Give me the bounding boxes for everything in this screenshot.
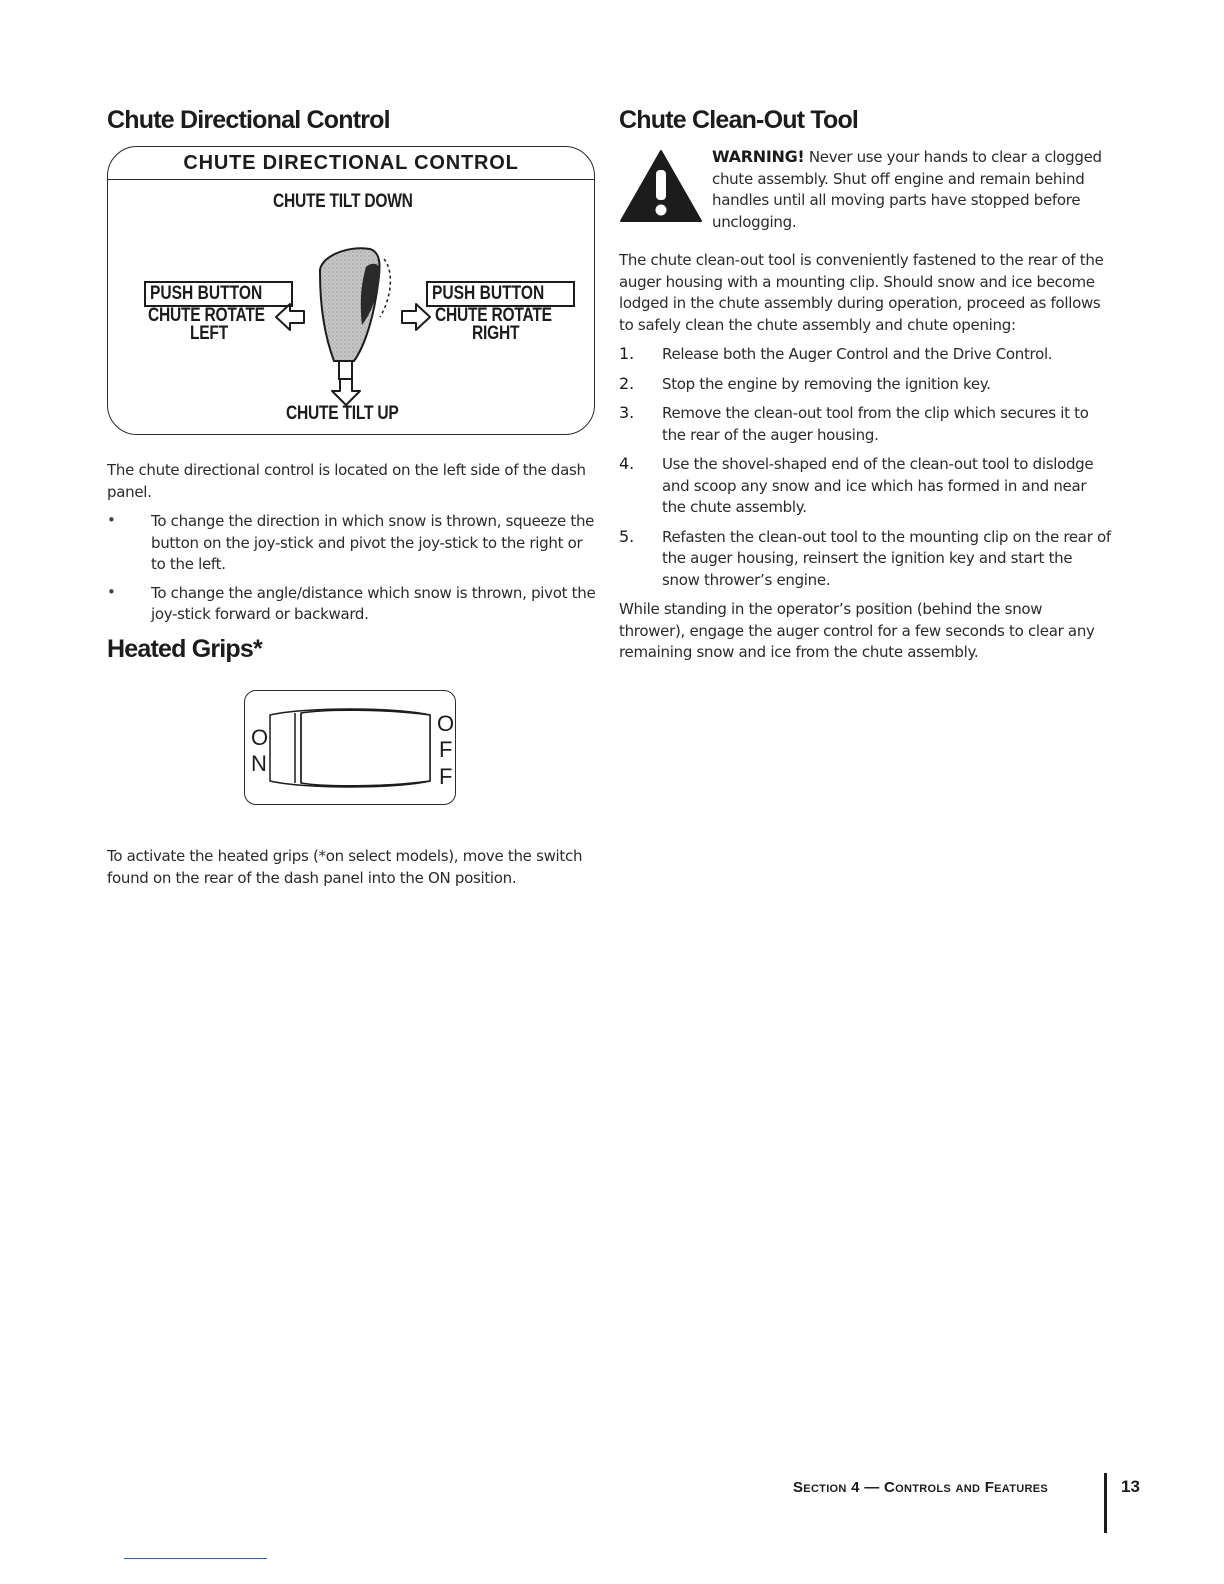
joystick-shaft bbox=[339, 361, 352, 379]
switch-on-letter-n: N bbox=[251, 751, 267, 776]
switch-off-letter-f1: F bbox=[439, 737, 453, 762]
list-item bbox=[619, 344, 1111, 366]
diagram-title: CHUTE DIRECTIONAL CONTROL bbox=[183, 151, 519, 174]
page-footer bbox=[793, 1479, 1048, 1496]
heated-grips-switch bbox=[244, 690, 456, 805]
warning-block bbox=[619, 146, 1111, 234]
push-button-left-badge bbox=[144, 281, 293, 307]
bullet-text: To change the direction in which snow is thrown, squeeze the button on the joy-stick and pivot the joy-stick to the right or to the left. bbox=[151, 512, 595, 573]
footer-divider bbox=[1104, 1473, 1107, 1533]
step-text: Use the shovel-shaped end of the clean-out tool to dislodge and scoop any snow and ice which has formed in and near the chute assembly. bbox=[662, 455, 1094, 516]
page-number: 13 bbox=[1121, 1477, 1140, 1496]
heated-grips-heading: Heated Grips* bbox=[107, 634, 262, 663]
push-button-right-label: PUSH BUTTON bbox=[432, 283, 545, 304]
step-text: Release both the Auger Control and the Drive Control. bbox=[662, 345, 1053, 363]
cleanout-intro: The chute clean-out tool is conveniently fastened to the rear of the auger housing with a mounting clip. Should snow and ice become lodged in the chute assembly during operation, proceed as follows to safely clean the chute assembly and chute opening: bbox=[619, 251, 1104, 334]
warning-triangle-icon bbox=[619, 148, 703, 224]
warning-text bbox=[712, 146, 1112, 233]
cleanout-closing: While standing in the operator’s position (behind the snow thrower), engage the auger control for a few seconds to clear any remaining snow and ice from the chute assembly. bbox=[619, 600, 1095, 661]
push-button-left-label: PUSH BUTTON bbox=[150, 283, 263, 304]
push-button-right-badge bbox=[426, 281, 575, 307]
right-column bbox=[619, 104, 1111, 664]
joystick-icon bbox=[320, 248, 390, 361]
rotate-left-label-line1: CHUTE ROTATE bbox=[148, 305, 265, 326]
warning-label: WARNING! bbox=[712, 147, 805, 166]
rocker-switch-graphic bbox=[245, 691, 457, 806]
tilt-up-label: CHUTE TILT UP bbox=[286, 403, 399, 424]
step-text: Stop the engine by removing the ignition key. bbox=[662, 374, 991, 393]
rotate-left-arrow-icon bbox=[276, 304, 304, 330]
rotate-right-arrow-icon bbox=[402, 304, 430, 330]
footer-section-label: Section 4 bbox=[793, 1479, 860, 1496]
tilt-down-label: CHUTE TILT DOWN bbox=[273, 191, 413, 212]
chute-directional-intro: The chute directional control is located on the left side of the dash panel. bbox=[107, 461, 586, 501]
chute-directional-bullets bbox=[107, 511, 597, 626]
cleanout-steps bbox=[619, 344, 1111, 591]
bullet-marker: • bbox=[107, 511, 116, 529]
switch-on-letter-o: O bbox=[251, 725, 269, 750]
chute-directional-diagram bbox=[107, 146, 595, 435]
footer-dash: — bbox=[859, 1479, 885, 1496]
chute-cleanout-heading: Chute Clean-Out Tool bbox=[619, 106, 859, 134]
step-number: 4. bbox=[619, 454, 635, 473]
heated-grips-text: To activate the heated grips (*on select models), move the switch found on the rear of the dash panel into the ON position. bbox=[107, 847, 583, 887]
step-number: 2. bbox=[619, 373, 635, 393]
step-text: Remove the clean-out tool from the clip which secures it to the rear of the auger housing. bbox=[662, 404, 1089, 444]
warning-body: Never use your hands to clear a clogged chute assembly. Shut off engine and remain behind handles until all moving parts have stopped before unclogging. bbox=[712, 148, 1102, 231]
switch-off-letter-f2: F bbox=[439, 764, 453, 789]
list-item bbox=[619, 527, 1111, 592]
bullet-marker: • bbox=[107, 582, 116, 601]
step-number: 5. bbox=[619, 526, 635, 546]
list-item bbox=[619, 454, 1111, 519]
switch-off-letter-o: O bbox=[437, 711, 455, 736]
bullet-text: To change the angle/distance which snow is thrown, pivot the joy-stick forward or backward. bbox=[151, 583, 596, 623]
list-item bbox=[107, 511, 597, 576]
step-text: Refasten the clean-out tool to the mounting clip on the rear of the auger housing, reinsert the ignition key and start the snow thrower’s engine. bbox=[662, 527, 1111, 589]
footer-section-title: Controls and Features bbox=[884, 1479, 1049, 1496]
chute-directional-heading: Chute Directional Control bbox=[107, 106, 390, 134]
step-number: 3. bbox=[619, 403, 635, 422]
rotate-right-label-line1: CHUTE ROTATE bbox=[435, 305, 552, 326]
list-item bbox=[619, 374, 1111, 396]
rotate-right-label-line2: RIGHT bbox=[472, 323, 520, 344]
list-item bbox=[107, 583, 597, 626]
left-column bbox=[107, 104, 597, 665]
list-item bbox=[619, 403, 1111, 446]
rotate-left-label-line2: LEFT bbox=[190, 323, 228, 344]
bottom-rule bbox=[124, 1558, 267, 1559]
step-number: 1. bbox=[619, 344, 635, 363]
